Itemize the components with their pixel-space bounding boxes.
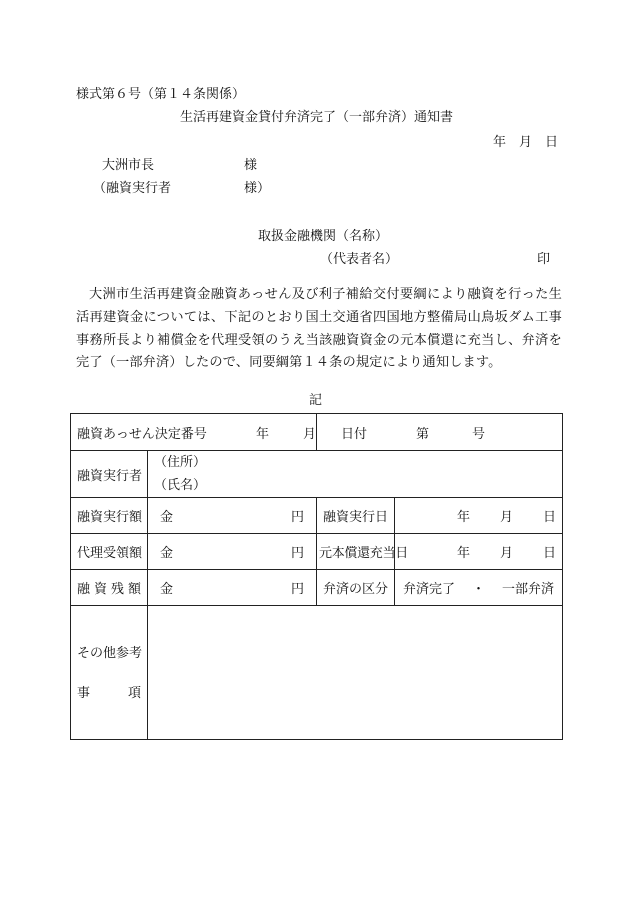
loan-amount-yen: 円 [290, 510, 304, 525]
repayment-date-year: 年 [456, 546, 470, 561]
sender-institution: 取扱金融機関（名称） [258, 229, 389, 244]
repayment-date-month: 月 [499, 546, 513, 561]
loan-amount-kin: 金 [160, 510, 174, 525]
table-row-balance [71, 570, 563, 606]
issue-date-year: 年 [493, 135, 507, 150]
option-separator: ・ [472, 582, 486, 597]
table-row-executor [71, 451, 563, 498]
remarks-content [148, 606, 563, 740]
decision-go: 号 [472, 426, 486, 442]
label-remarks-line1: その他参考 [77, 646, 143, 661]
label-proxy-amount: 代理受領額 [71, 534, 148, 570]
decision-month: 月 [302, 426, 316, 442]
label-repayment-date: 元本償還充当日 [317, 534, 395, 570]
issue-date-month: 月 [519, 135, 533, 150]
ki-heading: 記 [309, 393, 323, 408]
executor-name-label: （氏名） [154, 478, 207, 493]
loan-date-month: 月 [499, 510, 513, 525]
proxy-amount-kin: 金 [160, 546, 174, 561]
table-row-loan-amount [71, 498, 563, 534]
executor-address-label: （住所） [154, 455, 207, 470]
details-table [70, 413, 563, 740]
decision-year: 年 [255, 426, 269, 442]
label-loan-date: 融資実行日 [317, 498, 395, 534]
loan-date-day: 日 [543, 510, 557, 525]
addressee-mayor-honorific: 様 [244, 158, 258, 173]
label-loan-amount: 融資実行額 [71, 498, 148, 534]
table-row-decision-number [71, 414, 563, 451]
label-balance: 融 資 残 額 [77, 582, 141, 597]
document-title: 生活再建資金貸付弁済完了（一部弁済）通知書 [180, 110, 454, 125]
sender-representative: （代表者名） [320, 252, 399, 267]
issue-date-day: 日 [545, 135, 559, 150]
proxy-amount-yen: 円 [290, 546, 304, 561]
addressee-executor: （融資実行者 [93, 181, 172, 196]
addressee-mayor: 大洲市長 [102, 158, 155, 173]
label-remarks-line2: 事 項 [77, 686, 141, 701]
seal-mark: 印 [537, 252, 551, 267]
repayment-date-day: 日 [543, 546, 557, 561]
table-row-remarks [71, 606, 563, 740]
form-number: 様式第６号（第１４条関係） [76, 87, 246, 102]
decision-dai: 第 [416, 426, 430, 442]
body-paragraph: 大洲市生活再建資金融資あっせん及び利子補給交付要綱により融資を行った生活再建資金については、下記のとおり国土交通省四国地方整備局山鳥坂ダム工事事務所長より補償金を代理受領のうえ当該融資資金の元本償還に充当し、弁済を完了（一部弁済）したので、同要綱第１４条の規定により通知します。 [76, 287, 562, 371]
decision-date-suffix: 日付 [341, 426, 368, 442]
addressee-executor-honorific: 様） [244, 181, 271, 196]
balance-yen: 円 [290, 582, 304, 597]
label-executor: 融資実行者 [71, 451, 148, 498]
option-full-repayment: 弁済完了 [403, 582, 456, 597]
balance-kin: 金 [160, 582, 174, 597]
table-row-proxy-amount [71, 534, 563, 570]
option-partial-repayment: 一部弁済 [502, 582, 555, 597]
label-repayment-category: 弁済の区分 [317, 570, 395, 606]
label-decision-number: 融資あっせん決定番号 [77, 426, 207, 442]
loan-date-year: 年 [456, 510, 470, 525]
